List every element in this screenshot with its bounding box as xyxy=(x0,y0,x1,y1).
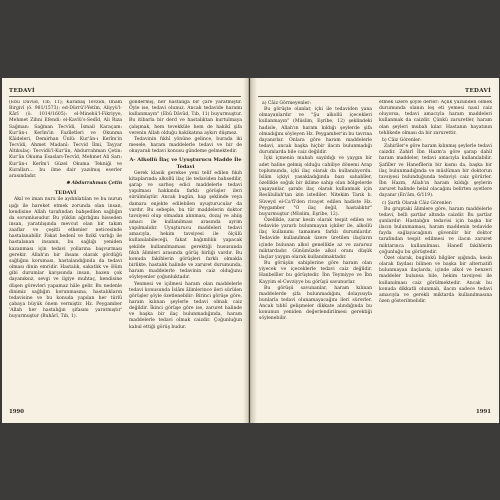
section-heading: A- Alkollü İlaç ve Uyuşturucu Madde İle Tedavi xyxy=(129,157,242,170)
subsection-label: c) Şartlı Olarak Câiz Görenler: xyxy=(382,200,453,206)
left-column-1 xyxy=(9,100,122,400)
body-paragraph: etmek üzere şöyle derler: Açlık yüzünden ölmek durumunda olanın leş eti yemesi nasıl caiz oluyorsa, tedavi amacıyla haram maddeleri kullanmak da caizdir. Çünkü zaruretler, haram olan şeyleri mubah kılar. Hastanın hayatının tehlikede olması da bir zarurettir. xyxy=(379,100,492,136)
header-rule xyxy=(258,96,491,97)
body-paragraph: Özellikle, zarar kesin olarak tespit edilen ve tedavide yararlı bulunmayan içkiler ile, alkollü ilaç kullanımı tamamen farklı durumlardır. Tedavide kullanılmak üzere üretilen ilaçların içinde bulunan alkol genellikle az ve zararsız miktardadır. Günümüzde alkol oranı düşük ilaçlar yaygın olarak kullanılmaktadır. xyxy=(259,217,372,260)
body-paragraph: göndermiş, her hastalığa bir çare yaratmıştır. Öyle ise, tedavi olunuz. Ancak tedavide haramı kullanmayın" (Ebû Dâvûd, Tıb, 11) buyurmuştur. Bu itibarla bir derd ve hastalıktan kurtulmaya çalışmak, hem tevekküle hem de hakikî şifa verenin Allah olduğu hakikatına aykırı düşmez. xyxy=(129,100,242,136)
page-number: 1990 xyxy=(9,409,25,415)
author-signature xyxy=(9,181,122,187)
references-paragraph: (Ebu Dâvûd, Tıb, 11); Karabaş Tevzidi, İmam Birgivî (ö. 981/1573): ed-Dürrü'l-Yetîm, Aliyyü'l-Kârî (ö. 1014/1605): el-Minehü'l-Fikriyye, Mehmet Zihni Efendi: el-Kavlü's-Sedîd, Ali Rıza Sağman: Sağman Tecvîdi, İsmail Karaçam: Kur'ân-ı Kerîm'in Fazîletleri ve Okunma Kâideleri, Demirhan Ünlü: Kur'ân-ı Kerîm'in Tecvîdi, Ahmet Madanî: Tecvid İlmi, Tayyar Altıkulaç: Tecvidü'l-Kur'ân, Abdurrahman Çetin: Kur'ân Okuma Esasları-Tecvîd, Mehmet Ali Sarı: Kur'ân-ı Kerîm'i Güzel Okuma Tekniği ve Kuralları... bu ilme dair yazılmış eserler arasındadır. xyxy=(9,100,122,179)
article-heading: TEDAVİ xyxy=(54,190,77,197)
right-column-2 xyxy=(379,100,492,400)
left-page xyxy=(2,78,249,423)
header-rule xyxy=(9,96,241,97)
subsection-label: b) Câiz Görenler: xyxy=(382,137,422,143)
right-column-1 xyxy=(259,100,372,400)
body-paragraph: Tedavinin fıkhî yönüne gelince, burada iki mesele, haram maddelerle tedavi ve bir de okuyarak tedavi konusu gündeme gelmektedir. xyxy=(129,136,242,155)
body-paragraph: Özet olarak, bugünkü bilgiler ışığında, kesin olarak faydası bilinen ve başka bir alternatifi bulunmayan ilaçlarda, içinde alkol ve benzeri maddeler bulunsa bile, hekim tavsiyesi ile kullanılması caiz görülmektedir. Ancak bu konuda dikkatli olunmalı, ilacın sadece tedavi amacıyla ve gerekli miktarda kullanılmasına özen gösterilmelidir. xyxy=(379,255,492,304)
left-column-2 xyxy=(129,100,242,400)
subsection-label: a) Câiz Görmeyenler: xyxy=(262,101,311,106)
body-paragraph: Akıl ve iman nuru ile aydınlatılan ve bu nurun ışığı ile hareket etmek zorunda olan insan, kendisine Allah tarafından bahşedilen sağlığın da sorumlusudur. Bu yükün ağırlığını hisseden insan, yaratılışında mevcut olan bir takım zaaflar ve çeşitli etkenler neticesinde hastalanabilir. Fakat bedenî ve fizikî varlığı ile hastalanan insanın, bu sağlığı yeniden kazanması için tedavi yollarına başvurması gerekir. Allah'ın bir ihsanı olarak gördüğü sağlığını koruması, hastalandığında da tedavi olması dinin emridir. Hastalık, sakatlık ve ölüm gibi durumlar karşısında insan, bazen çok dayanıksız, sevgi ve ilgiye muhtaç, kendisine düşen görevleri yapamaz hâle gelir. Bu nedenle dinimiz sağlığın korunmasına, hastalıkların tedavisine ve bu konuda yapılan her türlü çabaya büyük önem vermiştir. Hz. Peygamber 'Allah her hastalığın şifasını yaratmıştır' buyurmuştur (Buhârî, Tıb, 1). xyxy=(9,197,122,320)
body-paragraph: Bu görüşü savunanlar, haram kılınan maddelerde şifa bulunmadığını, dolayısıyla bunlarla tedavi olunamayacağını ileri sürerler. Ancak tıbbî gelişmeler dikkate alındığında bu konunun yeniden değerlendirilmesi gerektiği söylenebilir. xyxy=(259,285,372,322)
running-head: TEDAVİ xyxy=(465,88,491,94)
running-head: TEDAVİ xyxy=(9,88,35,94)
body-paragraph: Gerek klasik gereksе yeni telif edilen fıkıh kitaplarında alkollü ilaç ile tedaviden bahsedilir, şarap ve sarhoş edici maddelerle tedavi yapılması hakkında farklı görüşler ileri sürülmüştür. Ancak bugün, hap şeklinde veya damara enjekte edilebilen uyuşturucular da vardır. Bu sebeple, bu tür maddelerin doktor tavsiyesi olup olmadan alınması, dozaj ve ahiiş amacı ile kullanılması arasında ayrım yapılmalıdır. Uyuşturucu maddeleri tedavi amacıyla, hekim tavsiyesi ile ölçülü kullanılabileceği, fakat bağımlılık yapacak şekilde kullanılmaması gerektiği hususunda fıkıh âlimleri arasında görüş birliği vardır. Bu konuda fakihlerin görüşleri farklı olmakla birlikte, hastalık halinde ve zaruret durumunda, haram maddelerle tedavinin caiz olduğunu söyleyenler çoğunluktadır. xyxy=(129,170,242,281)
body-paragraph: İçki içmenin mubah sayıldığı ve yaygın bir adet haline gelmiş olduğu cahiliye dönemi Arap toplumunda, içki ilaç olarak da kullanılıyordu. İslâm içkiyi yasakladığında bazı sahabîler, özellikle soğuk bir iklime sahip olan bölgelerde yaşayanlar, şarabı ilaç olarak kullanmak için Resûlullah'tan izin istediler. Nitekim Tarık b. Süveyd el-Ca'fî'den rivayet edilen hadiste Hz. Peygamber "O ilaç değil, hastalıktır" buyurmuştur (Müslim, Eşribe, 12). xyxy=(259,156,372,217)
signature-name: Abdurrahman Çetin xyxy=(71,181,122,187)
body-paragraph: Yenmesi ve içilmesi haram olan maddelerle tedavi konusunda İslâm âlimlerince ileri sürülen görüşler şöyle özetlenebilir: Birinci görüşe göre, haram kılınan şeylerle tedavi olmak caiz değildir. İkinci görüşe göre ise, zaruret halinde ve başka bir ilaç bulunmadığında, haram maddelerle tedavi olmak caizdir. Çoğunluğun kabul ettiği görüş budur. xyxy=(129,281,242,330)
body-paragraph: Bu görüşte olanlar, içki ile tedaviden yana olmayanlardır ve "Şu alkollü içecekleri kullanmayın" (Müslim, Eşribe, 12) şeklindeki hadisle, Allah'ın haram kıldığı şeylerde şifa olmadığını söyleyen Hz. Peygamber'in bu tavrına dayanırlar. Onlara göre haram maddelerle tedavi, ancak başka hiçbir ilacın bulunmadığı durumlarda bile caiz değildir. xyxy=(259,107,372,156)
book-gutter-shadow xyxy=(243,78,257,423)
body-paragraph: Zahirîler'e göre haram kılınmış şeylerle tedavi caizdir. Zahirî İbn Hazm'a göre şarap dahil haram maddeler, tedavi amacıyla kullanılabilir. Şafiîler ve Hanefîlerin bir kısmı da, başka bir ilaç bulunmadığında ve müslüman bir doktorun tavsiyesi bulunduğunda tedaviyi caiz görürler. İbn Hazm, Allah'ın haram kıldığı şeylerin zaruret halinde helal olacağını belirten ayetlere dayanır (En'âm, 6/119). xyxy=(379,144,492,199)
signature-mark-icon: ✸ xyxy=(66,181,72,187)
body-paragraph: Bu görüşün sahiplerine göre haram olan yiyecek ve içeceklerle tedavi caiz değildir. Hanbelîler bu görüştedir. İbn Teymiyye ve İbn Kayyim el-Cevziyye bu görüşü savunurlar. xyxy=(259,261,372,285)
body-paragraph: Bu gruptaki âlimlere göre, haram maddelerle tedavi, belli şartlar altında caizdir. Bu şartlar şunlardır: Hastalığın tedavisi için başka bir ilacın bulunmaması, haram maddenin tedavide fayda sağlayacağının güvenilir bir doktor tarafından tespit edilmesi ve ilacın zaruret miktarınca kullanılması. Hanefî fakihlerin çoğunluğu bu görüştedir. xyxy=(379,206,492,255)
right-page xyxy=(250,78,499,423)
page-number: 1991 xyxy=(475,409,491,415)
